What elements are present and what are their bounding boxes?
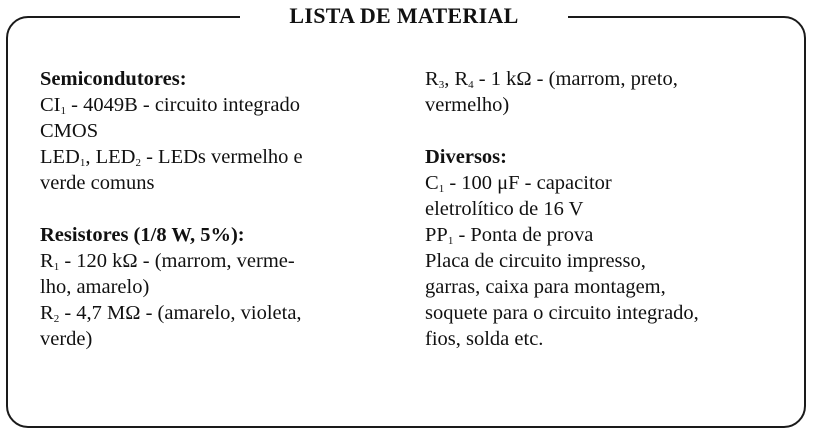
item-ci1: $CI_1 - 4049B$ - circuito integrado xyxy=(40,94,300,117)
item-r1-cont: lho, amarelo) xyxy=(40,276,150,298)
item-r2: $R_2 - 4,7$ MΩ - (amarelo, violeta, xyxy=(40,302,302,325)
page-title: LISTA DE MATERIAL xyxy=(240,0,568,32)
item-pp1: $PP_1$ - Ponta de prova xyxy=(425,224,594,247)
item-c1: $C_1 - 100$ μF - capacitor xyxy=(425,172,612,195)
item-r1: $R_1 - 120$ kΩ - (marrom, verme- xyxy=(40,250,295,273)
item-r3-r4: $R_3$, $R_4 - 1$ kΩ - (marrom, preto, xyxy=(425,68,678,91)
item-r3-r4-cont: vermelho) xyxy=(425,94,510,116)
item-leds: $LED_1$, $LED_2$ - LEDs vermelho e xyxy=(40,146,303,169)
item-leds-cont: verde comuns xyxy=(40,172,155,194)
item-ci1-cont: CMOS xyxy=(40,120,99,142)
left-column xyxy=(40,66,410,352)
right-column xyxy=(425,66,795,352)
misc-line: Placa de circuito impresso, xyxy=(425,250,646,272)
section-heading-diversos: Diversos: xyxy=(425,146,507,168)
section-heading-semicondutores: Semicondutores: xyxy=(40,68,187,90)
item-r2-cont: verde) xyxy=(40,328,93,350)
misc-line: soquete para o circuito integrado, xyxy=(425,302,699,324)
section-heading-resistores: Resistores (1/8 W, 5%): xyxy=(40,224,245,246)
item-c1-cont: eletrolítico de 16 V xyxy=(425,198,584,220)
misc-line: garras, caixa para montagem, xyxy=(425,276,666,298)
misc-line: fios, solda etc. xyxy=(425,328,544,350)
